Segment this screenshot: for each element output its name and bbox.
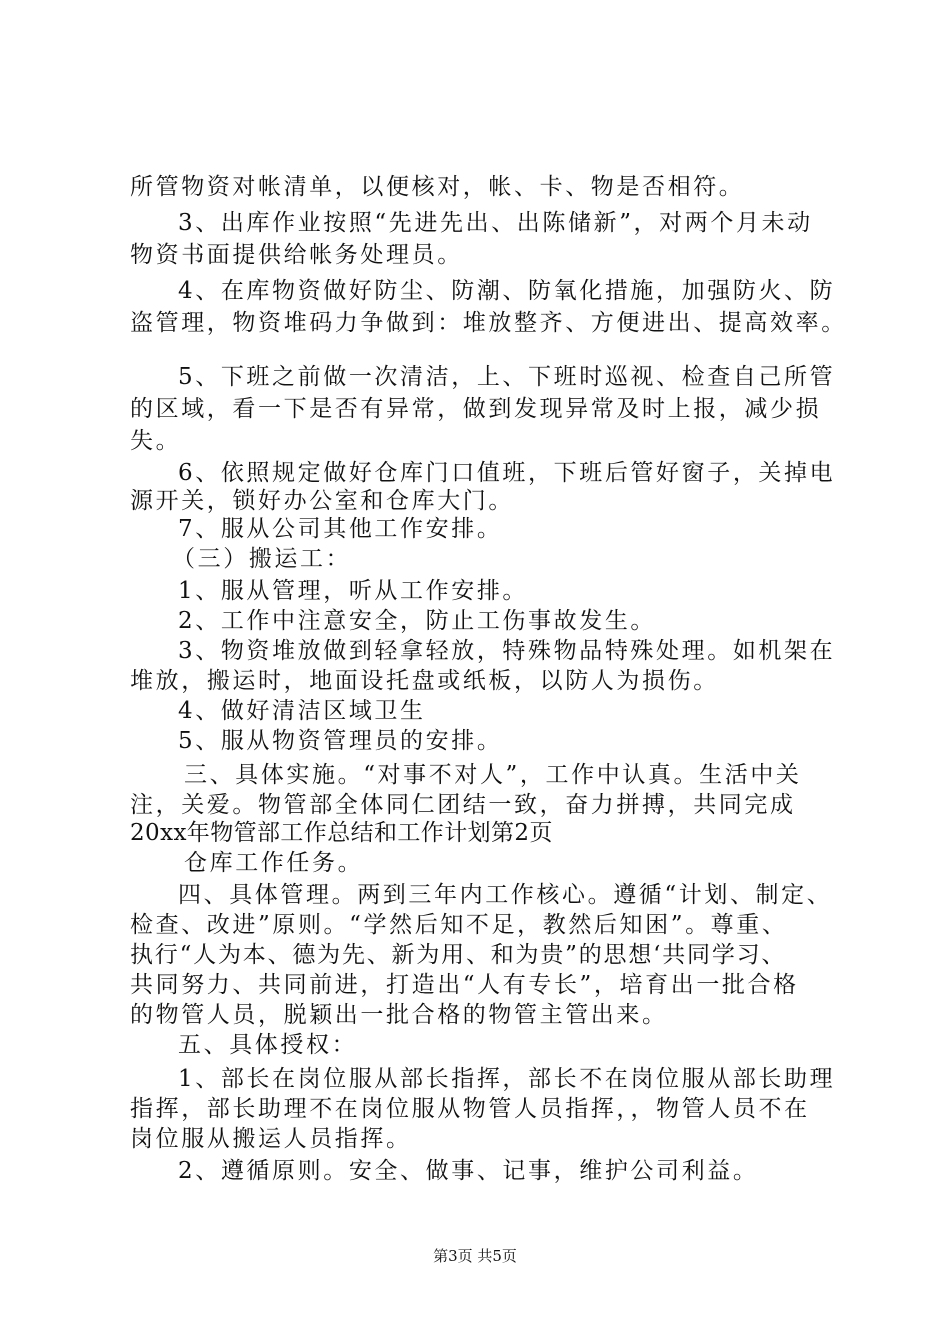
text-line: 2、工作中注意安全，防止工伤事故发生。 [178,608,657,634]
text-line: 4、在库物资做好防尘、防潮、防氧化措施，加强防火、防 [178,278,836,304]
text-line: 共同努力、共同前进，打造出“人有专长”，培育出一批合格 [130,972,799,998]
text-line: 注，关爱。物管部全体同仁团结一致，奋力拼搏，共同完成 [130,792,796,818]
text-line: 岗位服从搬运人员指挥。 [130,1126,412,1152]
text-line: 的区域，看一下是否有异常，做到发现异常及时上报，减少损 [130,396,822,422]
text-line: 1、服从管理，听从工作安排。 [178,578,529,604]
text-line: 执行“人为本、德为先、新为用、和为贵”的思想‘共同学习、 [130,942,787,968]
text-line: 仓库工作任务。 [184,850,364,876]
text-line: 5、服从物资管理员的安排。 [178,728,503,754]
text-line: 盗管理，物资堆码力争做到：堆放整齐、方便进出、提高效率。 [130,310,847,336]
text-line: 失。 [130,428,182,454]
text-line: 4、做好清洁区域卫生 [178,698,426,724]
text-line: 检查、改进”原则。“学然后知不足，教然后知困”。尊重、 [130,912,788,938]
text-line: 2、遵循原则。安全、做事、记事，维护公司利益。 [178,1158,759,1184]
text-line: 3、出库作业按照“先进先出、出陈储新”，对两个月未动 [178,210,813,236]
text-line: 源开关，锁好办公室和仓库大门。 [130,488,514,514]
page-footer: 第3页 共5页 [433,1247,517,1265]
text-line: 7、服从公司其他工作安排。 [178,516,503,542]
section-heading: 五、具体授权： [178,1032,358,1058]
text-line: 6、依照规定做好仓库门口值班，下班后管好窗子，关掉电 [178,460,836,486]
text-line: 5、下班之前做一次清洁，上、下班时巡视、检查自己所管 [178,364,836,390]
text-line: 20xx年物管部工作总结和工作计划第2页 [130,820,553,846]
section-heading: （三）搬运工： [172,546,352,572]
text-line: 1、部长在岗位服从部长指挥，部长不在岗位服从部长助理 [178,1066,836,1092]
text-line: 的物管人员，脱颖出一批合格的物管主管出来。 [130,1002,668,1028]
text-line: 物资书面提供给帐务处理员。 [130,242,463,268]
text-line: 3、物资堆放做到轻拿轻放，特殊物品特殊处理。如机架在 [178,638,836,664]
text-line: 所管物资对帐清单，以便核对，帐、卡、物是否相符。 [130,174,745,200]
text-line: 四、具体管理。两到三年内工作核心。遵循“计划、制定、 [178,882,833,908]
text-line: 堆放，搬运时，地面设托盘或纸板，以防人为损伤。 [130,668,719,694]
text-line: 指挥，部长助理不在岗位服从物管人员指挥，，物管人员不在 [130,1096,810,1122]
text-line: 三、具体实施。“对事不对人”，工作中认真。生活中关 [184,762,802,788]
